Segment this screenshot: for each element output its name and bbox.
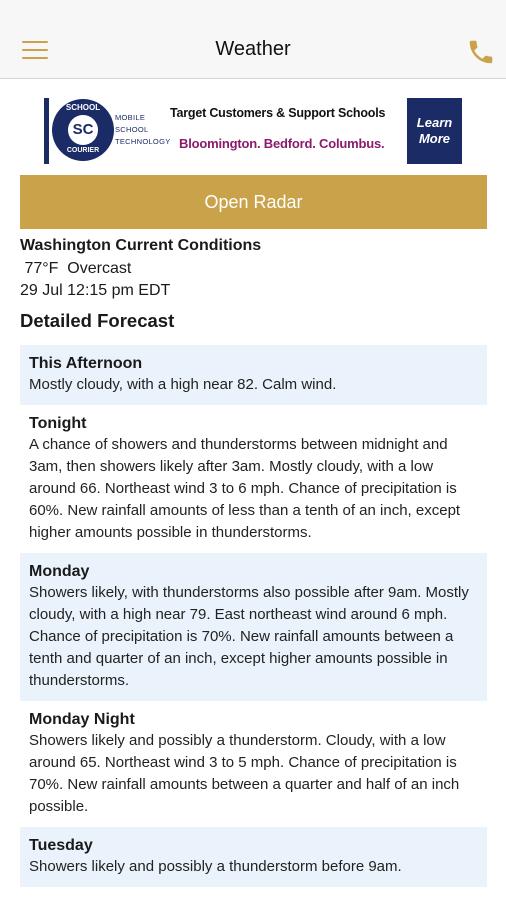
phone-icon[interactable]	[466, 37, 496, 67]
logo-top-text: SCHOOL	[65, 103, 101, 112]
conditions-updated-time: 29 Jul 12:15 pm EDT	[20, 282, 171, 299]
conditions-temperature: 77°F Overcast	[20, 260, 132, 277]
forecast-period-text: Showers likely and possibly a thunderstorm. Cloudy, with a low around 65. Northeast wind 3 to 5 mph. Chance of precipitation is 70%. New rainfall amounts between a quarter and half of an inch possible.	[29, 732, 460, 815]
banner-accent-bar	[44, 98, 49, 164]
current-conditions	[20, 236, 490, 302]
forecast-period-name: Monday	[29, 563, 90, 580]
forecast-period	[20, 345, 487, 405]
forecast-period	[20, 701, 487, 827]
forecast-list	[20, 345, 487, 887]
school-courier-logo	[52, 99, 114, 161]
learn-more-button[interactable]: Learn More	[407, 98, 462, 164]
forecast-period-text: A chance of showers and thunderstorms between midnight and 3am, then showers likely after 3am. Mostly cloudy, with a low around 66. Northeast wind 3 to 6 mph. Chance of precipitation is 60%. New rainfall amounts of less than a tenth of an inch, except higher amounts possible in thunderstorms.	[29, 436, 461, 541]
forecast-period-name: Tonight	[29, 415, 87, 432]
banner-headline: Target Customers & Support Schools	[170, 106, 386, 120]
forecast-period	[20, 405, 487, 553]
forecast-period	[20, 553, 487, 701]
forecast-period-text: Mostly cloudy, with a high near 82. Calm wind.	[29, 376, 337, 393]
forecast-period-text: Showers likely, with thunderstorms also possible after 9am. Mostly cloudy, with a high near 79. East northeast wind around 6 mph. Chance of precipitation is 70%. New rainfall amounts between a tenth and quarter of an inch, except higher amounts possible in thunderstorms.	[29, 584, 469, 689]
logo-initials: SC	[68, 115, 98, 145]
forecast-period-text: Showers likely and possibly a thunderstorm before 9am.	[29, 858, 402, 875]
forecast-period	[20, 827, 487, 887]
open-radar-button[interactable]: Open Radar	[20, 175, 487, 229]
forecast-period-name: Tuesday	[29, 837, 93, 854]
conditions-title: Washington Current Conditions	[20, 237, 262, 254]
logo-bottom-text: COURIER	[66, 147, 100, 154]
app-bar	[0, 0, 506, 79]
detailed-forecast-heading: Detailed Forecast	[20, 310, 175, 331]
banner-tagline: MOBILE SCHOOL TECHNOLOGY	[115, 113, 171, 146]
page-title: Weather	[215, 38, 291, 60]
ad-banner[interactable]	[44, 98, 464, 164]
forecast-period-name: Monday Night	[29, 711, 135, 728]
banner-cities: Bloomington. Bedford. Columbus.	[179, 136, 385, 151]
forecast-period-name: This Afternoon	[29, 355, 143, 372]
